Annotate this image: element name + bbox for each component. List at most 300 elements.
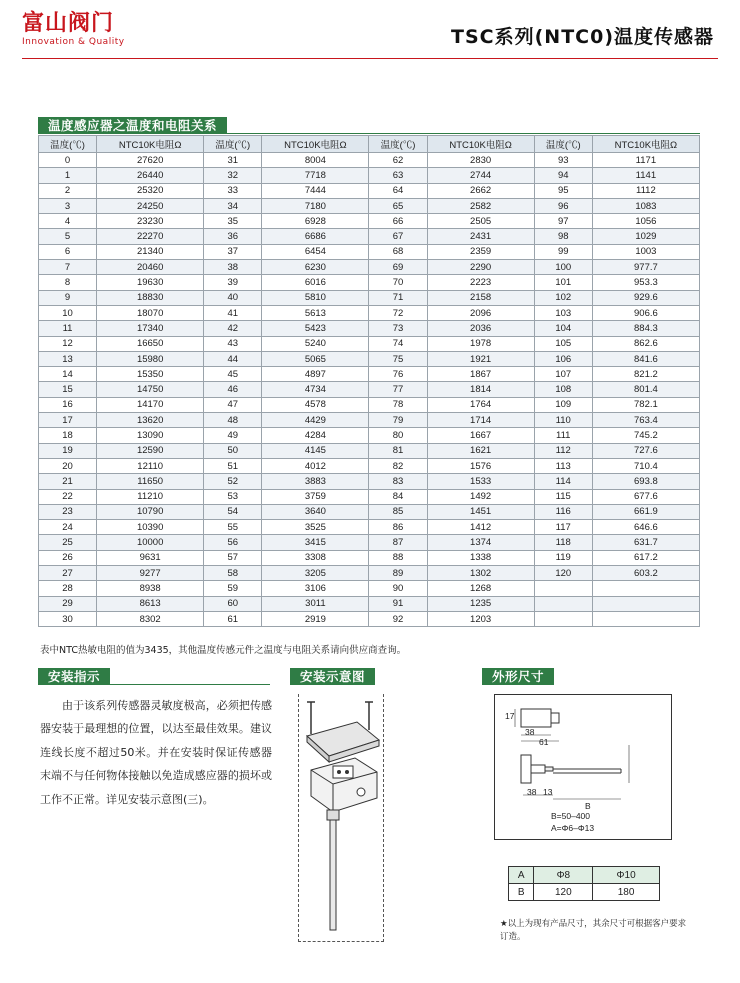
- temperature-cell: 19: [39, 443, 97, 458]
- dimension-drawing: [494, 694, 672, 840]
- resistance-cell: 906.6: [592, 305, 699, 320]
- temperature-cell: 110: [534, 413, 592, 428]
- resistance-cell: 3205: [262, 566, 369, 581]
- temperature-cell: 75: [369, 351, 427, 366]
- resistance-cell: 14750: [97, 382, 204, 397]
- resistance-cell: 1235: [427, 596, 534, 611]
- resistance-cell: 13090: [97, 428, 204, 443]
- table-body: [39, 153, 700, 627]
- temperature-cell: 91: [369, 596, 427, 611]
- table-row: [39, 428, 700, 443]
- temperature-cell: 77: [369, 382, 427, 397]
- resistance-cell: 763.4: [592, 413, 699, 428]
- resistance-cell: 11650: [97, 474, 204, 489]
- resistance-cell: 11210: [97, 489, 204, 504]
- temperature-cell: 44: [204, 351, 262, 366]
- temperature-cell: 118: [534, 535, 592, 550]
- resistance-cell: 841.6: [592, 351, 699, 366]
- resistance-cell: 782.1: [592, 397, 699, 412]
- table-row: [39, 367, 700, 382]
- temperature-cell: 74: [369, 336, 427, 351]
- temperature-cell: 12: [39, 336, 97, 351]
- temperature-cell: 43: [204, 336, 262, 351]
- temperature-cell: 4: [39, 214, 97, 229]
- resistance-cell: 6230: [262, 260, 369, 275]
- temperature-cell: 15: [39, 382, 97, 397]
- dimension-row: [509, 884, 660, 901]
- resistance-cell: 646.6: [592, 520, 699, 535]
- temperature-cell: 61: [204, 611, 262, 626]
- resistance-cell: 15350: [97, 367, 204, 382]
- resistance-cell: [592, 596, 699, 611]
- temperature-cell: 53: [204, 489, 262, 504]
- temperature-cell: 102: [534, 290, 592, 305]
- table-row: [39, 413, 700, 428]
- dim-label-13: 13: [543, 787, 553, 797]
- temperature-cell: 16: [39, 397, 97, 412]
- temperature-cell: 48: [204, 413, 262, 428]
- resistance-cell: 4284: [262, 428, 369, 443]
- table-row: [39, 229, 700, 244]
- resistance-cell: 1203: [427, 611, 534, 626]
- temperature-cell: 100: [534, 260, 592, 275]
- install-diagram-banner: 安装示意图: [290, 668, 375, 685]
- temperature-cell: 50: [204, 443, 262, 458]
- resistance-cell: 22270: [97, 229, 204, 244]
- dimension-cell: A: [509, 867, 534, 884]
- resistance-cell: 2662: [427, 183, 534, 198]
- temperature-cell: 119: [534, 550, 592, 565]
- resistance-cell: 14170: [97, 397, 204, 412]
- temperature-cell: 7: [39, 260, 97, 275]
- resistance-cell: 661.9: [592, 504, 699, 519]
- resistance-cell: 12590: [97, 443, 204, 458]
- temperature-cell: 30: [39, 611, 97, 626]
- temperature-cell: 0: [39, 153, 97, 168]
- resistance-cell: 1412: [427, 520, 534, 535]
- table-row: [39, 351, 700, 366]
- dim-label-38b: 38: [527, 787, 537, 797]
- resistance-cell: 693.8: [592, 474, 699, 489]
- resistance-cell: 1492: [427, 489, 534, 504]
- dimension-cell: 180: [593, 884, 660, 901]
- table-row: [39, 290, 700, 305]
- resistance-cell: 821.2: [592, 367, 699, 382]
- temperature-cell: 2: [39, 183, 97, 198]
- temperature-cell: 83: [369, 474, 427, 489]
- resistance-cell: 24250: [97, 198, 204, 213]
- table-section-banner: 温度感应器之温度和电阻关系: [38, 117, 227, 134]
- temperature-cell: 62: [369, 153, 427, 168]
- dimension-cell: 120: [534, 884, 593, 901]
- dim-label-38: 38: [525, 727, 535, 737]
- resistance-cell: 1302: [427, 566, 534, 581]
- brand-slogan: Innovation & Quality: [22, 37, 125, 47]
- resistance-cell: 603.2: [592, 566, 699, 581]
- column-header: NTC10K电阻Ω: [427, 136, 534, 153]
- ntc-resistance-table: [38, 135, 700, 627]
- resistance-cell: 3640: [262, 504, 369, 519]
- column-header: NTC10K电阻Ω: [262, 136, 369, 153]
- resistance-cell: 10390: [97, 520, 204, 535]
- resistance-cell: 2744: [427, 168, 534, 183]
- temperature-cell: 105: [534, 336, 592, 351]
- resistance-cell: 745.2: [592, 428, 699, 443]
- table-row: [39, 550, 700, 565]
- temperature-cell: 38: [204, 260, 262, 275]
- resistance-cell: 862.6: [592, 336, 699, 351]
- temperature-cell: 109: [534, 397, 592, 412]
- column-header: 温度(℃): [369, 136, 427, 153]
- temperature-cell: 14: [39, 367, 97, 382]
- temperature-cell: 116: [534, 504, 592, 519]
- resistance-cell: 1621: [427, 443, 534, 458]
- table-header-row: [39, 136, 700, 153]
- temperature-cell: 9: [39, 290, 97, 305]
- resistance-cell: 17340: [97, 321, 204, 336]
- temperature-cell: 54: [204, 504, 262, 519]
- temperature-cell: 56: [204, 535, 262, 550]
- resistance-cell: 10000: [97, 535, 204, 550]
- temperature-cell: 18: [39, 428, 97, 443]
- column-header: 温度(℃): [534, 136, 592, 153]
- resistance-cell: 4734: [262, 382, 369, 397]
- table-row: [39, 581, 700, 596]
- temperature-cell: 22: [39, 489, 97, 504]
- table-row: [39, 321, 700, 336]
- temperature-cell: 10: [39, 305, 97, 320]
- temperature-cell: 8: [39, 275, 97, 290]
- resistance-cell: 7718: [262, 168, 369, 183]
- sensor-install-drawing: [299, 694, 385, 942]
- resistance-cell: 4897: [262, 367, 369, 382]
- resistance-cell: 4578: [262, 397, 369, 412]
- resistance-cell: 5613: [262, 305, 369, 320]
- table-row: [39, 520, 700, 535]
- temperature-cell: 78: [369, 397, 427, 412]
- resistance-cell: 727.6: [592, 443, 699, 458]
- install-guide-banner: 安装指示: [38, 668, 110, 685]
- resistance-cell: 10790: [97, 504, 204, 519]
- resistance-cell: 1764: [427, 397, 534, 412]
- resistance-cell: 3415: [262, 535, 369, 550]
- resistance-cell: 2223: [427, 275, 534, 290]
- dimension-table-body: [509, 867, 660, 901]
- install-guide-text: [40, 694, 272, 811]
- temperature-cell: 101: [534, 275, 592, 290]
- resistance-cell: 16650: [97, 336, 204, 351]
- temperature-cell: 57: [204, 550, 262, 565]
- resistance-cell: 19630: [97, 275, 204, 290]
- resistance-cell: 677.6: [592, 489, 699, 504]
- table-row: [39, 504, 700, 519]
- table-row: [39, 382, 700, 397]
- dimension-cell: Φ8: [534, 867, 593, 884]
- temperature-cell: 39: [204, 275, 262, 290]
- resistance-cell: 12110: [97, 458, 204, 473]
- temperature-cell: 20: [39, 458, 97, 473]
- temperature-cell: 79: [369, 413, 427, 428]
- table-row: [39, 443, 700, 458]
- temperature-cell: 65: [369, 198, 427, 213]
- resistance-cell: 2359: [427, 244, 534, 259]
- resistance-cell: 953.3: [592, 275, 699, 290]
- temperature-cell: 120: [534, 566, 592, 581]
- temperature-cell: 36: [204, 229, 262, 244]
- temperature-cell: 81: [369, 443, 427, 458]
- resistance-cell: 1714: [427, 413, 534, 428]
- resistance-cell: 2431: [427, 229, 534, 244]
- resistance-cell: 4012: [262, 458, 369, 473]
- resistance-cell: 18830: [97, 290, 204, 305]
- temperature-cell: 112: [534, 443, 592, 458]
- resistance-cell: 710.4: [592, 458, 699, 473]
- dim-label-17: 17: [505, 711, 515, 721]
- temperature-cell: 35: [204, 214, 262, 229]
- temperature-cell: 42: [204, 321, 262, 336]
- resistance-cell: 13620: [97, 413, 204, 428]
- resistance-cell: 8004: [262, 153, 369, 168]
- temperature-cell: 34: [204, 198, 262, 213]
- table-row: [39, 168, 700, 183]
- temperature-cell: 104: [534, 321, 592, 336]
- resistance-cell: 15980: [97, 351, 204, 366]
- resistance-cell: 1978: [427, 336, 534, 351]
- temperature-cell: 107: [534, 367, 592, 382]
- temperature-cell: 24: [39, 520, 97, 535]
- temperature-cell: 11: [39, 321, 97, 336]
- temperature-cell: 45: [204, 367, 262, 382]
- temperature-cell: 63: [369, 168, 427, 183]
- temperature-cell: 72: [369, 305, 427, 320]
- temperature-cell: 52: [204, 474, 262, 489]
- temperature-cell: [534, 581, 592, 596]
- temperature-cell: 73: [369, 321, 427, 336]
- resistance-cell: 2290: [427, 260, 534, 275]
- table-row: [39, 336, 700, 351]
- temperature-cell: 82: [369, 458, 427, 473]
- temperature-cell: 96: [534, 198, 592, 213]
- table-banner-rule: [38, 133, 700, 134]
- temperature-cell: 111: [534, 428, 592, 443]
- resistance-cell: 1576: [427, 458, 534, 473]
- temperature-cell: 28: [39, 581, 97, 596]
- temperature-cell: 99: [534, 244, 592, 259]
- resistance-cell: 2036: [427, 321, 534, 336]
- dimension-footnote: ★以上为现有产品尺寸，其余尺寸可根据客户要求订造。: [500, 919, 687, 942]
- resistance-cell: 1667: [427, 428, 534, 443]
- resistance-cell: 1451: [427, 504, 534, 519]
- temperature-cell: 32: [204, 168, 262, 183]
- resistance-cell: 884.3: [592, 321, 699, 336]
- temperature-cell: 47: [204, 397, 262, 412]
- table-note: 表中NTC热敏电阻的值为3435，其他温度传感元件之温度与电阻关系请向供应商查询。: [40, 645, 407, 656]
- temperature-cell: 64: [369, 183, 427, 198]
- resistance-cell: 4429: [262, 413, 369, 428]
- temperature-cell: 70: [369, 275, 427, 290]
- resistance-cell: 8613: [97, 596, 204, 611]
- temperature-cell: 17: [39, 413, 97, 428]
- dim-label-61: 61: [539, 737, 549, 747]
- resistance-cell: 6928: [262, 214, 369, 229]
- table-row: [39, 260, 700, 275]
- resistance-cell: 1268: [427, 581, 534, 596]
- temperature-cell: 84: [369, 489, 427, 504]
- resistance-cell: 3759: [262, 489, 369, 504]
- resistance-cell: 1003: [592, 244, 699, 259]
- temperature-cell: 13: [39, 351, 97, 366]
- temperature-cell: 25: [39, 535, 97, 550]
- temperature-cell: 95: [534, 183, 592, 198]
- resistance-cell: 1112: [592, 183, 699, 198]
- resistance-cell: 8302: [97, 611, 204, 626]
- resistance-cell: 5810: [262, 290, 369, 305]
- dimension-table: [508, 866, 660, 901]
- temperature-cell: 58: [204, 566, 262, 581]
- resistance-cell: 977.7: [592, 260, 699, 275]
- resistance-cell: 2582: [427, 198, 534, 213]
- resistance-cell: 2919: [262, 611, 369, 626]
- temperature-cell: 114: [534, 474, 592, 489]
- brand-logo: [22, 10, 142, 47]
- resistance-cell: 9277: [97, 566, 204, 581]
- temperature-cell: 86: [369, 520, 427, 535]
- resistance-cell: [592, 611, 699, 626]
- resistance-cell: 26440: [97, 168, 204, 183]
- temperature-cell: 97: [534, 214, 592, 229]
- header-divider: [22, 58, 718, 59]
- resistance-cell: 929.6: [592, 290, 699, 305]
- temperature-cell: 37: [204, 244, 262, 259]
- temperature-cell: 5: [39, 229, 97, 244]
- resistance-cell: 3106: [262, 581, 369, 596]
- temperature-cell: 117: [534, 520, 592, 535]
- dimensions-banner: 外形尺寸: [482, 668, 554, 685]
- temperature-cell: 59: [204, 581, 262, 596]
- table-row: [39, 198, 700, 213]
- temperature-cell: 98: [534, 229, 592, 244]
- resistance-cell: 631.7: [592, 535, 699, 550]
- resistance-cell: 25320: [97, 183, 204, 198]
- dimension-row: [509, 867, 660, 884]
- resistance-cell: 1056: [592, 214, 699, 229]
- temperature-cell: 69: [369, 260, 427, 275]
- resistance-cell: 6686: [262, 229, 369, 244]
- temperature-cell: 90: [369, 581, 427, 596]
- temperature-cell: 55: [204, 520, 262, 535]
- resistance-cell: 3525: [262, 520, 369, 535]
- table-row: [39, 397, 700, 412]
- temperature-cell: 66: [369, 214, 427, 229]
- temperature-cell: 71: [369, 290, 427, 305]
- temperature-cell: 51: [204, 458, 262, 473]
- temperature-cell: 49: [204, 428, 262, 443]
- temperature-cell: 103: [534, 305, 592, 320]
- temperature-cell: 113: [534, 458, 592, 473]
- temperature-cell: 26: [39, 550, 97, 565]
- temperature-cell: 33: [204, 183, 262, 198]
- resistance-cell: 5065: [262, 351, 369, 366]
- temperature-cell: 68: [369, 244, 427, 259]
- table-row: [39, 535, 700, 550]
- temperature-cell: 67: [369, 229, 427, 244]
- resistance-cell: 3308: [262, 550, 369, 565]
- resistance-cell: 8938: [97, 581, 204, 596]
- table-row: [39, 489, 700, 504]
- resistance-cell: 2096: [427, 305, 534, 320]
- resistance-cell: 1814: [427, 382, 534, 397]
- install-guide-paragraph: 由于该系列传感器灵敏度极高，必须把传感器安装于最理想的位置，以达至最佳效果。建议连线长度不超过50米。并在安装时保证传感器末端不与任何物体接触以免造成感应器的损坏或工作不正常。详见安装示意图(三)。: [40, 699, 272, 806]
- temperature-cell: 3: [39, 198, 97, 213]
- table-row: [39, 566, 700, 581]
- resistance-cell: 1338: [427, 550, 534, 565]
- table-row: [39, 611, 700, 626]
- temperature-cell: 21: [39, 474, 97, 489]
- temperature-cell: 46: [204, 382, 262, 397]
- formula-a: A=Φ6–Φ13: [551, 823, 595, 833]
- temperature-cell: 85: [369, 504, 427, 519]
- resistance-cell: 23230: [97, 214, 204, 229]
- brand-name-cn: 富山阀门: [22, 10, 115, 36]
- temperature-cell: 40: [204, 290, 262, 305]
- resistance-cell: 6016: [262, 275, 369, 290]
- temperature-cell: [534, 596, 592, 611]
- resistance-cell: 1374: [427, 535, 534, 550]
- table-row: [39, 474, 700, 489]
- temperature-cell: 80: [369, 428, 427, 443]
- resistance-cell: 9631: [97, 550, 204, 565]
- resistance-cell: 4145: [262, 443, 369, 458]
- resistance-cell: 801.4: [592, 382, 699, 397]
- resistance-cell: 5240: [262, 336, 369, 351]
- table-row: [39, 596, 700, 611]
- temperature-cell: 41: [204, 305, 262, 320]
- temperature-cell: 93: [534, 153, 592, 168]
- temperature-cell: 29: [39, 596, 97, 611]
- temperature-cell: 27: [39, 566, 97, 581]
- table-row: [39, 183, 700, 198]
- temperature-cell: 89: [369, 566, 427, 581]
- temperature-cell: 88: [369, 550, 427, 565]
- install-schematic: [298, 694, 384, 942]
- temperature-cell: 115: [534, 489, 592, 504]
- column-header: 温度(℃): [204, 136, 262, 153]
- resistance-cell: [592, 581, 699, 596]
- page-title: TSC系列(NTC0)温度传感器: [451, 26, 714, 48]
- column-header: NTC10K电阻Ω: [97, 136, 204, 153]
- resistance-cell: 3883: [262, 474, 369, 489]
- resistance-cell: 1867: [427, 367, 534, 382]
- temperature-cell: 76: [369, 367, 427, 382]
- install-guide-rule: [38, 684, 270, 685]
- dimension-cell: Φ10: [593, 867, 660, 884]
- temperature-cell: 1: [39, 168, 97, 183]
- resistance-cell: 1141: [592, 168, 699, 183]
- resistance-cell: 1171: [592, 153, 699, 168]
- resistance-cell: 3011: [262, 596, 369, 611]
- dimension-cell: B: [509, 884, 534, 901]
- temperature-cell: 92: [369, 611, 427, 626]
- temperature-cell: 94: [534, 168, 592, 183]
- temperature-cell: 60: [204, 596, 262, 611]
- resistance-cell: 1921: [427, 351, 534, 366]
- resistance-cell: 18070: [97, 305, 204, 320]
- temperature-cell: 31: [204, 153, 262, 168]
- table-row: [39, 244, 700, 259]
- resistance-cell: 2505: [427, 214, 534, 229]
- resistance-cell: 7180: [262, 198, 369, 213]
- table-row: [39, 153, 700, 168]
